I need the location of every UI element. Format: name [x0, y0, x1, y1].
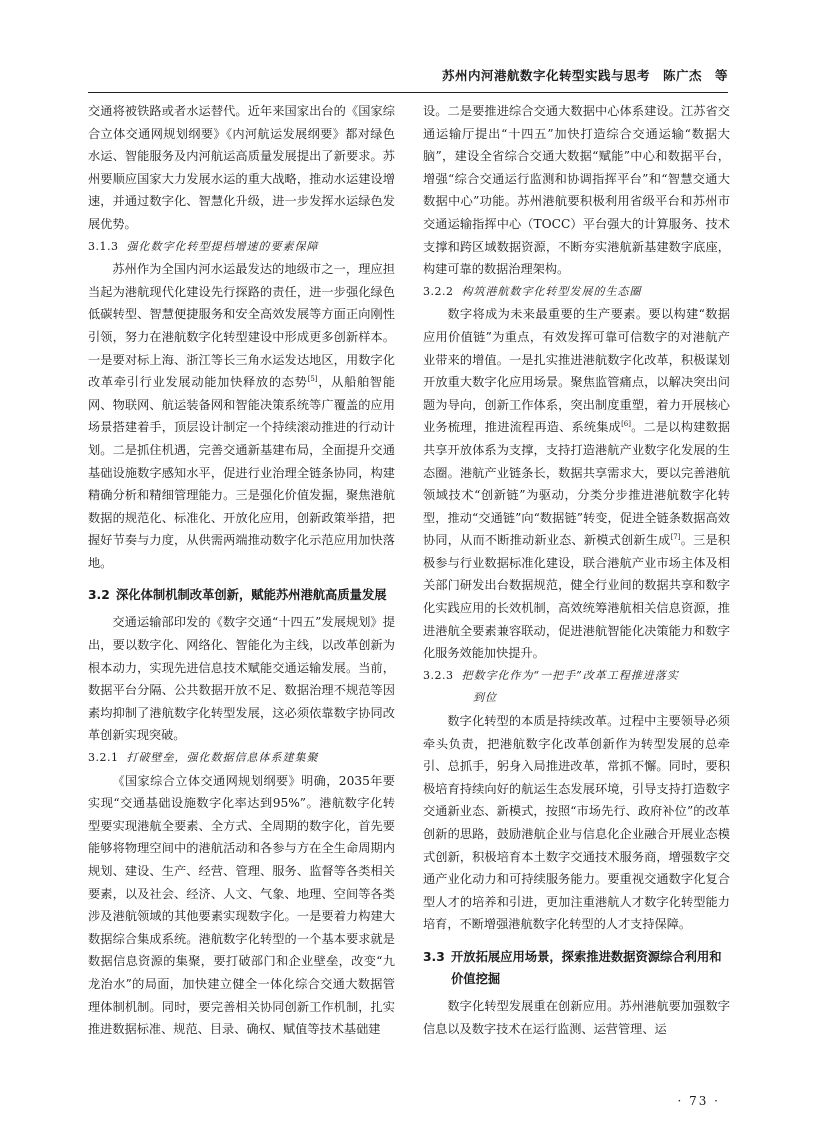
text-span: ，从船舶智能网、物联网、航运装备网和智能决策系统等广覆盖的应用场景搭建着手，顶层设计制定一个持续滚动推进的行动计划。二是抓住机遇，完善交通新基建布局，全面提升交通基础设施数字感知水平，促进行业治理全链条协同，构建精确分析和精细管理能力。三是强化价值发掘，聚焦港航数据的规范化、标准化、开放化应用，创新政策举措，把握好节奏与力度，从供需两端推动数字化示范应用加快落地。	[88, 375, 396, 570]
section-heading-3-2-2	[423, 281, 730, 304]
paragraph: 交通将被铁路或者水运替代。近年来国家出台的《国家综合立体交通网规划纲要》《内河航运发展纲要》都对绿色水运、智能服务及内河航运高质量发展提出了新要求。苏州要顺应国家大力发展水运的重大战略，推动水运建设增速，并通过数字化、智慧化升级，进一步发挥水运绿色发展优势。	[88, 104, 395, 231]
section-title: 强化数字化转型提档增速的要素保障	[126, 239, 319, 253]
citation: [6]	[621, 420, 631, 429]
section-title: 打破壁垒，强化数据信息体系建集聚	[126, 751, 319, 765]
text-span: 数字将成为未来最重要的生产要素。要以构建“数据应用价值链”为重点，有效发挥可靠可信数字的对港航产业带来的增值。一是扎实推进港航数字化改革，积极谋划开放重大数字化应用场景。聚焦监管痛点，以解决突出问题为导向，创新工作体系，突出制度重塑，着力开展核心业务梳理，推进流程再造、系统集成	[423, 307, 730, 435]
page-number: · 73 ·	[677, 1094, 720, 1108]
section-title-continued: 到位	[473, 691, 497, 705]
section-title: 深化体制机制改革创新，赋能苏州港航高质量发展	[116, 588, 387, 603]
section-number: 3.3	[423, 949, 445, 964]
section-title: 把数字化作为“一把手”改革工程推进落实	[461, 668, 679, 682]
citation: [5]	[307, 375, 318, 384]
header-rule	[88, 92, 728, 93]
paragraph: 《国家综合立体交通网规划纲要》明确，2035年要实现“交通基础设施数字化率达到95%”。港航数字化转型要实现港航全要素、全方式、全周期的数字化，首先要能够将物理空间中的港航活动和各参与方在全生命周期内规划、建设、生产、经营、管理、服务、监督等各类相关要素，以及社会、经济、人文、气象、地理、空间等各类涉及港航领域的其他要素实现数字化。一是要着力构建大数据综合集成系统。港航数字化转型的一个基本要求就是数据信息资源的集聚，要打破部门和企业壁垒，改变“九龙治水”的局面，加快建立健全一体化综合交通大数据管理体制机制。同时，要完善相关协同创新工作机制，扎实推进数据标准、规范、目录、确权、赋值等技术基础建	[88, 773, 395, 1037]
section-heading-3-2-3	[423, 665, 730, 710]
text-span: 苏州作为全国内河水运最发达的地级市之一，理应担当起为港航现代化建设先行探路的责任，进一步强化绿色低碳转型、智慧便捷服务和安全高效发展等方面正向刚性引领，努力在港航数字化转型建设中形成更多创新样本。一是要对标上海、浙江等长三角水运发达地区，用数字化改革牵引行业发展动能加快释放的态势	[88, 262, 395, 390]
section-heading-3-1-3	[88, 236, 395, 259]
paragraph	[423, 303, 730, 665]
paragraph	[88, 258, 395, 574]
section-title: 开放拓展应用场景，探索推进数据资源综合利用和价值挖掘	[451, 949, 722, 986]
section-number: 3.1.3	[88, 239, 119, 253]
paragraph: 数字化转型发展重在创新应用。苏州港航要加强数字信息以及数字技术在运行监测、运营管理、运	[423, 998, 730, 1036]
paragraph: 设。二是要推进综合交通大数据中心体系建设。江苏省交通运输厅提出“十四五”加快打造综合交通运输“数据大脑”，建设全省综合交通大数据“赋能”中心和数据平台，增强“综合交通运行监测和协调指挥平台”和“智慧交通大数据中心”功能。苏州港航要积极利用省级平台和苏州市交通运输指挥中心（TOCC）平台强大的计算服务、技术支撑和跨区域数据资源，不断夯实港航新基建数字底座，构建可靠的数据治理架构。	[423, 104, 730, 277]
right-column	[423, 100, 730, 1040]
left-column	[88, 100, 395, 1041]
section-heading-3-2	[88, 584, 395, 606]
section-number: 3.2	[88, 588, 110, 603]
section-heading-3-2-1	[88, 747, 395, 770]
paragraph: 交通运输部印发的《数字交通“十四五”发展规划》提出，要以数字化、网络化、智能化为主线，以改革创新为根本动力，实现先进信息技术赋能交通运输发展。当前，数据平台分隔、公共数据开放不足、数据治理不规范等因素均抑制了港航数字化转型发展，这必须依靠数字协同改革创新实现突破。	[88, 615, 395, 743]
section-number: 3.2.1	[88, 751, 119, 765]
citation: [7]	[670, 533, 681, 542]
paragraph: 数字化转型的本质是持续改革。过程中主要领导必须牵头负责，把港航数字化改革创新作为转型发展的总牵引、总抓手，躬身入局推进改革，常抓不懈。同时，要积极培育持续向好的航运生态发展环境，引导支持打造数字交通新业态、新模式，按照“市场先行、政府补位”的改革创新的思路，鼓励港航企业与信息化企业融合开展业态模式创新，积极培育本土数字交通技术服务商，增强数字交通产业化动力和可持续服务能力。要重视交通数字化复合型人才的培养和引进，更加注重港航人才数字化转型能力培育，不断增强港航数字化转型的人才支持保障。	[423, 714, 730, 932]
section-number: 3.2.3	[423, 668, 454, 682]
section-heading-3-3	[423, 946, 730, 990]
section-title: 构筑港航数字化转型发展的生态圈	[461, 284, 642, 298]
text-span: 。三是积极参与行业数据标准化建设，联合港航产业市场主体及相关部门研发出台数据规范，健全行业间的数据共享和数字化实践应用的长效机制，高效统筹港航相关信息资源，推进港航全要素兼容联动，促进港航智能化决策能力和数字化服务效能加快提升。	[423, 533, 731, 661]
text-span: 。二是以构建数据共享开放体系为支撑，支持打造港航产业数字化发展的生态圈。港航产业链条长，数据共享需求大，要以完善港航领域技术“创新链”为驱动，分类分步推进港航数字化转型，推动“交通链”向“数据链”转变，促进全链条数据高效协同，从而不断推动新业态、新模式创新生成	[423, 420, 731, 548]
running-header: 苏州内河港航数字化转型实践与思考 陈广杰 等	[441, 68, 728, 83]
section-number: 3.2.2	[423, 284, 454, 298]
